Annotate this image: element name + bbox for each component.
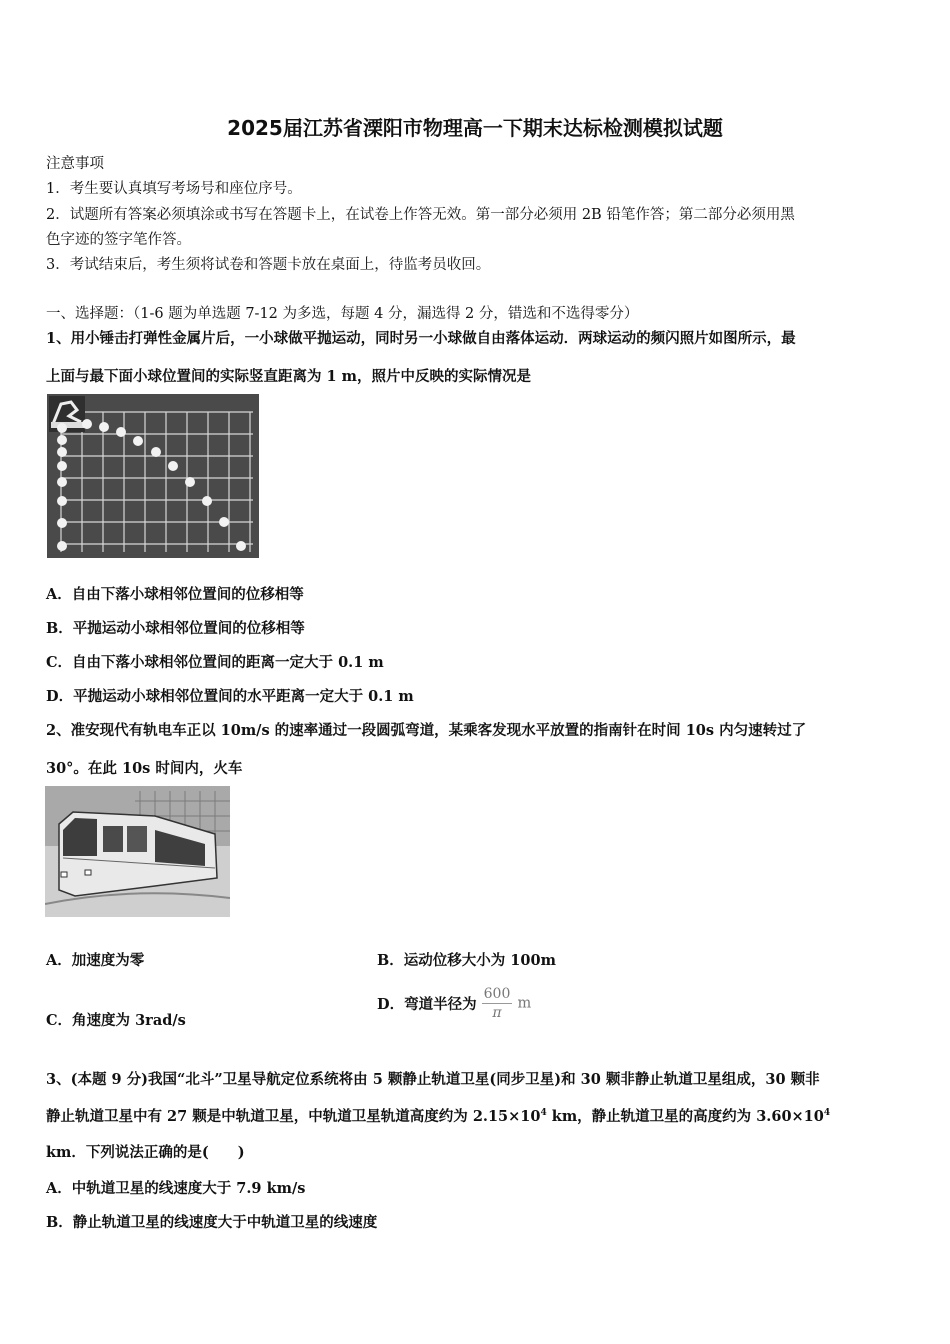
exponent-2: 4 [823, 1108, 831, 1119]
q1-option-c: C．自由下落小球相邻位置间的距离一定大于 0.1 m [46, 654, 384, 671]
q2-option-c: C．角速度为 3rad/s [46, 1012, 186, 1029]
q3-stem-line3: km．下列说法正确的是( ) [46, 1144, 245, 1161]
fraction-numerator: 600 [483, 986, 511, 1002]
q3-option-b: B．静止轨道卫星的线速度大于中轨道卫星的线速度 [46, 1214, 378, 1231]
radius-fraction [482, 985, 513, 1022]
q3-option-a: A．中轨道卫星的线速度大于 7.9 km/s [46, 1180, 306, 1197]
radius-unit: m [517, 995, 532, 1012]
notice-item-2-cont: 色字迹的签字笔作答。 [46, 232, 191, 248]
q1-stem-line1: 1、用小锤击打弹性金属片后，一小球做平抛运动，同时另一小球做自由落体运动．两球运动的频闪照片如图所示，最 [46, 330, 796, 347]
q2-option-b: B．运动位移大小为 100m [377, 952, 556, 969]
hammer-apparatus [49, 396, 85, 432]
q3-stem-line2 [46, 1105, 830, 1126]
notice-heading: 注意事项 [46, 156, 104, 172]
tram-photo-figure [45, 786, 230, 917]
strobe-photo-figure [47, 394, 259, 558]
q2-stem-line2: 30°。在此 10s 时间内，火车 [46, 760, 243, 777]
q1-option-a: A．自由下落小球相邻位置间的位移相等 [46, 586, 304, 603]
q2-stem-line1: 2、准安现代有轨电车正以 10m/s 的速率通过一段圆弧弯道，某乘客发现水平放置的指南针在时间 10s 内匀速转过了 [46, 722, 807, 739]
exponent-1: 4 [540, 1108, 547, 1119]
q2-option-d-text: D．弯道半径为 [377, 996, 477, 1013]
q1-stem-line2: 上面与最下面小球位置间的实际竖直距离为 1 m，照片中反映的实际情况是 [46, 368, 532, 385]
q1-option-d: D．平抛运动小球相邻位置间的水平距离一定大于 0.1 m [46, 688, 414, 705]
section-heading: 一、选择题：（1-6 题为单选题 7-12 为多选，每题 4 分，漏选得 2 分，错选和不选得零分） [46, 306, 639, 322]
fraction-denominator: π [492, 1005, 502, 1021]
notice-item-3: 3．考试结束后，考生须将试卷和答题卡放在桌面上，待监考员收回。 [46, 257, 491, 273]
q3-stem-line1: 3、(本题 9 分)我国“北斗”卫星导航定位系统将由 5 颗静止轨道卫星(同步卫星)和 30 颗非静止轨道卫星组成，30 颗非 [46, 1071, 820, 1088]
q3-stem-line2-part2: km，静止轨道卫星的高度约为 3.60×10 [546, 1108, 824, 1125]
q2-option-d [377, 985, 531, 1022]
page-title: 2025届江苏省溧阳市物理高一下期末达标检测模拟试题 [227, 116, 723, 140]
notice-item-1: 1．考生要认真填写考场号和座位序号。 [46, 181, 302, 197]
notice-item-2: 2．试题所有答案必须填涂或书写在答题卡上，在试卷上作答无效。第一部分必须用 2B 铅笔作答；第二部分必须用黑 [46, 207, 795, 223]
q1-option-b: B．平抛运动小球相邻位置间的位移相等 [46, 620, 305, 637]
q2-option-a: A．加速度为零 [46, 952, 145, 969]
q3-stem-line2-part1: 静止轨道卫星中有 27 颗是中轨道卫星，中轨道卫星轨道高度约为 2.15×10 [46, 1108, 541, 1125]
